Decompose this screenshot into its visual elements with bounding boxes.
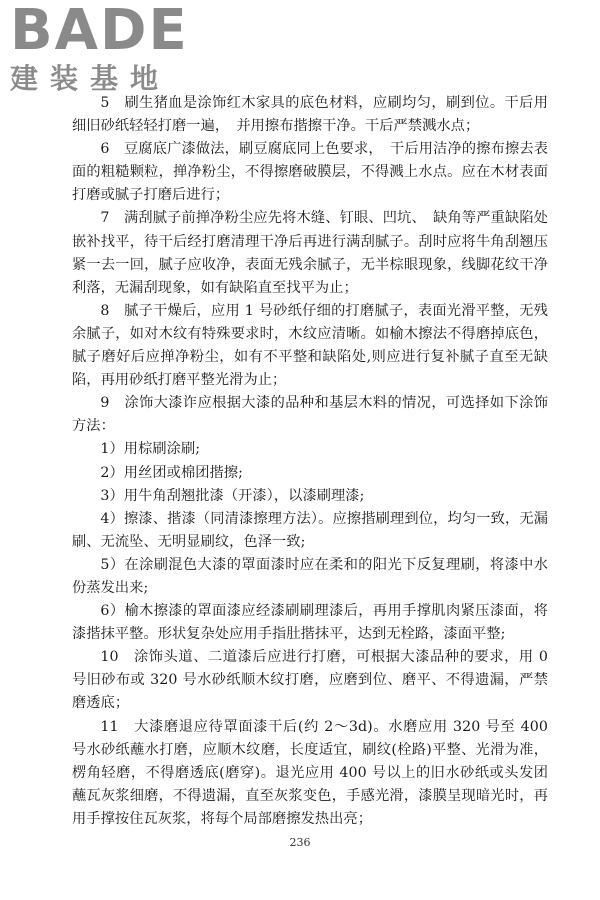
- paragraph-7: 7 满刮腻子前掸净粉尘应先将木缝、钉眼、凹坑、 缺角等严重缺陷处嵌补找平，待干后经打磨清理干净后再进行满刮腻子。刮时应将牛角刮翘压紧一去一回，腻子应收净，表面无残余腻子，无半棕眼现象，线脚花纹干净利落，无漏刮现象，如有缺陷直至找平为止；: [72, 210, 548, 296]
- method-item-3: 3）用牛角刮翘批漆（开漆），以漆刷理漆;: [100, 487, 365, 504]
- logo-wordmark: BADE: [10, 0, 189, 63]
- paragraph-9: 9 涂饰大漆诈应根据大漆的品种和基层木料的情况，可选择如下涂饰方法：: [72, 395, 548, 435]
- document-body: [72, 92, 548, 831]
- method-item-1: 1）用棕刷涂刷;: [100, 441, 201, 458]
- paragraph-6: 6 豆腐底广漆做法，刷豆腐底同上色要求， 干后用洁净的擦布擦去表面的粗糙颗粒，掸净粉尘，不得擦磨破膜层，不得溅上水点。应在木材表面打磨或腻子打磨后进行；: [72, 141, 548, 204]
- method-item-2: 2）用丝团或棉团揩擦;: [100, 464, 243, 481]
- page-number: 236: [289, 836, 311, 849]
- brand-logo: [10, 0, 189, 102]
- method-item-5: 5）在涂刷混色大漆的罩面漆时应在柔和的阳光下反复理刷，将漆中水份蒸发出来;: [72, 556, 548, 596]
- method-item-4: 4）擦漆、揩漆（同清漆擦理方法）。应擦揩刷理到位，均匀一致，无漏刷、无流坠、无明显刷纹，色泽一致;: [72, 510, 548, 550]
- paragraph-10: 10 涂饰头道、二道漆后应进行打磨，可根据大漆品种的要求，用 0 号旧砂布或 320 号水砂纸顺木纹打磨，应磨到位、磨平、不得遗漏，严禁磨透底；: [72, 649, 548, 712]
- paragraph-8: 8 腻子干燥后，应用 1 号砂纸仔细的打磨腻子，表面光滑平整，无残余腻子，如对木纹有特殊要求时，木纹应清晰。如榆木擦法不得磨掉底色，腻子磨好后应掸净粉尘，如有不平整和缺陷处,则应进行复补腻子直至无缺陷，再用砂纸打磨平整光滑为止；: [72, 302, 548, 389]
- paragraph-11: 11 大漆磨退应待罩面漆干后(约 2～3d)。水磨应用 320 号至 400 号水砂纸蘸水打磨，应顺木纹磨，长度适宜，刷纹(栓路)平整、光滑为准，楞角轻磨，不得磨透底(磨穿)。退光应用 400 号以上的旧水砂纸或头发团蘸瓦灰浆细磨，不得遗漏，直至灰浆变色，手感光滑，漆膜呈现暗光时，再用手撑按住瓦灰浆，将每个局部磨擦发热出亮；: [72, 718, 548, 827]
- paragraph-5: 5 刷生猪血是涂饰红木家具的底色材料，应刷均匀，刷到位。干后用细旧砂纸轻轻打磨一遍， 并用擦布揩擦干净。干后严禁溅水点；: [72, 95, 548, 135]
- logo-subtitle: 建装基地: [10, 62, 171, 95]
- method-item-6: 6）榆木擦漆的罩面漆应经漆刷刷理漆后，再用手撑肌肉紧压漆面，将漆揩抹平整。形状复杂处应用手指肚揩抹平，达到无栓路，漆面平整;: [72, 603, 548, 643]
